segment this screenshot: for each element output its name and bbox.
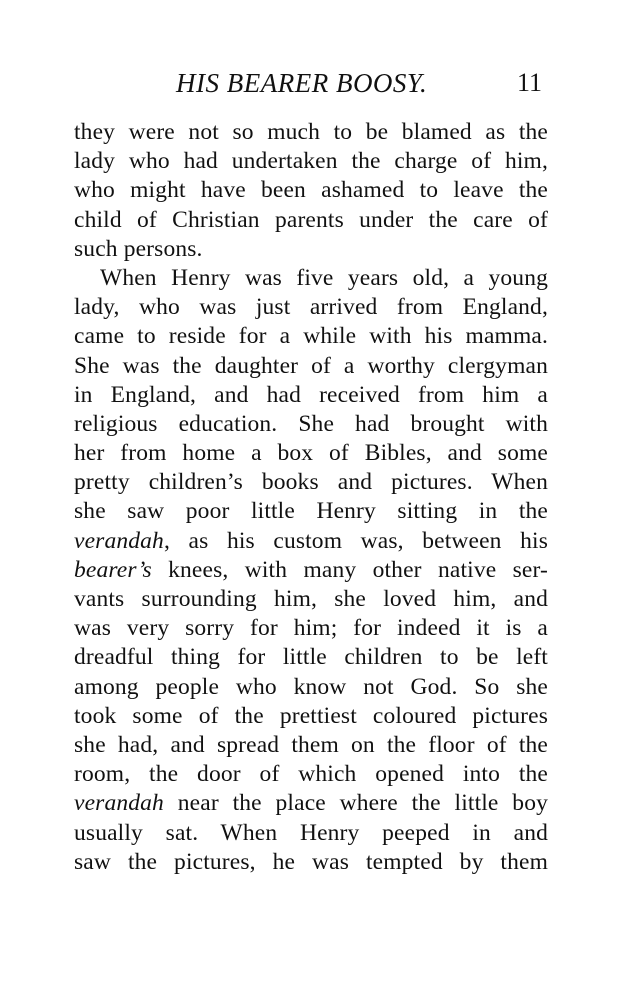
text-line: pretty children’s books and pictures. When xyxy=(74,469,548,496)
text-line: in England, and had received from him a xyxy=(74,381,548,408)
text-line: they were not so much to be blamed as the xyxy=(74,119,548,145)
text-line: saw the pictures, he was tempted by them xyxy=(74,848,548,875)
text-line: religious education. She had brought with xyxy=(74,410,548,437)
text-line: was very sorry for him; for indeed it is a xyxy=(74,615,548,642)
page-number: 11 xyxy=(516,68,542,97)
text-line: vants surrounding him, she loved him, and xyxy=(74,586,548,612)
text-line: among people who know not God. So she xyxy=(74,673,548,700)
running-title: HIS BEARER BOOSY. xyxy=(176,68,428,98)
text-line: she saw poor little Henry sitting in the xyxy=(74,498,548,525)
text-line: lady, who was just arrived from England, xyxy=(74,294,548,321)
paragraph-first-line: When Henry was five years old, a young xyxy=(100,264,548,291)
text-line: child of Christian parents under the care of xyxy=(74,206,548,233)
italic-term: verandah xyxy=(74,790,164,817)
italic-term: verandah xyxy=(74,527,164,554)
text-line: bearer’s knees, with many other native ser- xyxy=(74,556,548,583)
text-line: lady who had undertaken the charge of him, xyxy=(74,148,548,175)
text-line: such persons. xyxy=(74,235,203,262)
running-head xyxy=(74,68,550,104)
text-line: verandah, as his custom was, between his xyxy=(74,527,548,554)
italic-term: bearer’s xyxy=(74,556,152,583)
text-line: took some of the prettiest coloured pictures xyxy=(74,702,548,729)
text-line: She was the daughter of a worthy clergyman xyxy=(74,352,548,379)
body-text xyxy=(74,118,548,877)
text-line: she had, and spread them on the floor of the xyxy=(74,731,548,758)
text-line: dreadful thing for little children to be left xyxy=(74,644,548,671)
text-line: came to reside for a while with his mamma. xyxy=(74,323,548,350)
text-line: her from home a box of Bibles, and some xyxy=(74,440,548,467)
text-line: usually sat. When Henry peeped in and xyxy=(74,819,548,846)
text-line: who might have been ashamed to leave the xyxy=(74,177,548,204)
text-line: room, the door of which opened into the xyxy=(74,761,548,788)
text-line: verandah near the place where the little boy xyxy=(74,790,548,817)
